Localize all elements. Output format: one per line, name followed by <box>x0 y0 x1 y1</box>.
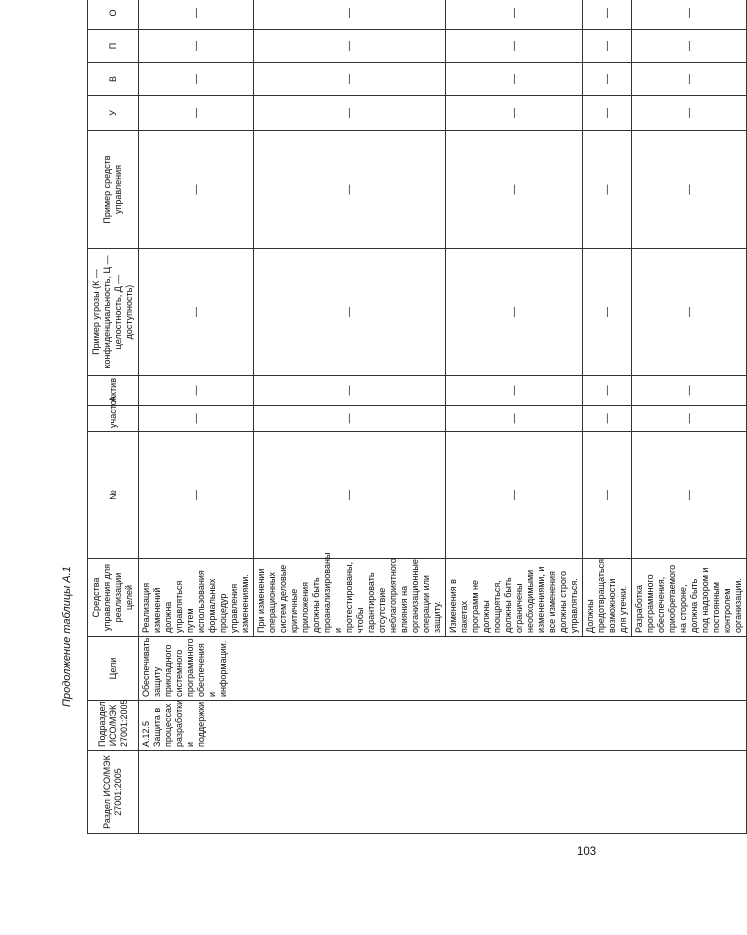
header-goals: Цели <box>88 637 139 701</box>
dash-cell-threat: — <box>632 249 747 376</box>
dash-cell-p: — <box>583 30 632 63</box>
table-body-frame <box>87 8 743 834</box>
dash-cell-threat: — <box>139 249 254 376</box>
header-num: № <box>88 432 139 559</box>
dash-cell-o: — <box>446 0 583 30</box>
main-table <box>87 0 747 834</box>
dash-cell-control-example: — <box>139 131 254 249</box>
header-participant: участок <box>88 406 139 432</box>
dash-cell-v: — <box>254 63 446 96</box>
dash-cell-p: — <box>446 30 583 63</box>
dash-cell-v: — <box>632 63 747 96</box>
dash-cell-num: — <box>583 432 632 559</box>
header-threat: Пример угрозы (К — конфиденциальность, Ц — целостность, Д — доступность) <box>88 249 139 376</box>
section-cell <box>139 751 747 834</box>
header-section: Раздел ИСО/МЭК 27001:2005 <box>88 751 139 834</box>
dash-cell-participant: — <box>139 406 254 432</box>
dash-cell-num: — <box>632 432 747 559</box>
control-text-cell: При изменении операционных систем деловые критичные приложения должны быть проанализированы и протестированы, чтобы гарантировать отсутствие неблагоприятного влияния на организационные операции или защиту. <box>254 559 446 637</box>
header-controls: Средства управления для реализации целей <box>88 559 139 637</box>
header-p: П <box>88 30 139 63</box>
subsection-cell: А.12.5 Защита в процессах разработки и поддержки <box>139 701 747 751</box>
dash-cell-control-example: — <box>632 131 747 249</box>
dash-cell-control-example: — <box>446 131 583 249</box>
dash-cell-threat: — <box>583 249 632 376</box>
table-row <box>139 0 254 834</box>
rotated-body-wrapper <box>87 8 743 834</box>
dash-cell-control-example: — <box>254 131 446 249</box>
header-row <box>88 0 139 834</box>
table-caption: Продолжение таблицы А.1 <box>61 566 73 707</box>
dash-cell-o: — <box>139 0 254 30</box>
dash-cell-asset: — <box>446 376 583 406</box>
dash-cell-asset: — <box>139 376 254 406</box>
dash-cell-u: — <box>632 96 747 131</box>
dash-cell-u: — <box>446 96 583 131</box>
dash-cell-u: — <box>583 96 632 131</box>
dash-cell-v: — <box>446 63 583 96</box>
dash-cell-v: — <box>139 63 254 96</box>
dash-cell-asset: — <box>254 376 446 406</box>
goals-cell: Обеспечивать защиту прикладного системного программного обеспечения и информации. <box>139 637 747 701</box>
dash-cell-p: — <box>139 30 254 63</box>
header-asset: Актив <box>88 376 139 406</box>
dash-cell-threat: — <box>446 249 583 376</box>
dash-cell-o: — <box>583 0 632 30</box>
control-text-cell: Должны предотвращаться возможности для утечки. <box>583 559 632 637</box>
dash-cell-v: — <box>583 63 632 96</box>
dash-cell-participant: — <box>583 406 632 432</box>
dash-cell-o: — <box>632 0 747 30</box>
dash-cell-u: — <box>254 96 446 131</box>
page-number: 103 <box>577 846 597 858</box>
dash-cell-p: — <box>632 30 747 63</box>
dash-cell-u: — <box>139 96 254 131</box>
dash-cell-num: — <box>446 432 583 559</box>
header-u: У <box>88 96 139 131</box>
dash-cell-threat: — <box>254 249 446 376</box>
dash-cell-participant: — <box>632 406 747 432</box>
control-text-cell: Разработка программного обеспечения, приобретаемого на стороне, должна быть под надзором и постоянным контролем организации. <box>632 559 747 637</box>
dash-cell-p: — <box>254 30 446 63</box>
header-v: В <box>88 63 139 96</box>
dash-cell-num: — <box>139 432 254 559</box>
header-control-example: Пример средств управления <box>88 131 139 249</box>
header-subsection: Подраздел ИСО/МЭК 27001:2005 <box>88 701 139 751</box>
dash-cell-asset: — <box>632 376 747 406</box>
dash-cell-participant: — <box>446 406 583 432</box>
dash-cell-asset: — <box>583 376 632 406</box>
header-o: О <box>88 0 139 30</box>
control-text-cell: Реализация изменений должна управляться путем использования формальных процедур управления изменениями. <box>139 559 254 637</box>
dash-cell-control-example: — <box>583 131 632 249</box>
dash-cell-o: — <box>254 0 446 30</box>
dash-cell-num: — <box>254 432 446 559</box>
control-text-cell: Изменения в пакетах программ не должны поощряться, должны быть ограничены необходимыми изменениями, и все изменения должны строго управляться. <box>446 559 583 637</box>
dash-cell-participant: — <box>254 406 446 432</box>
